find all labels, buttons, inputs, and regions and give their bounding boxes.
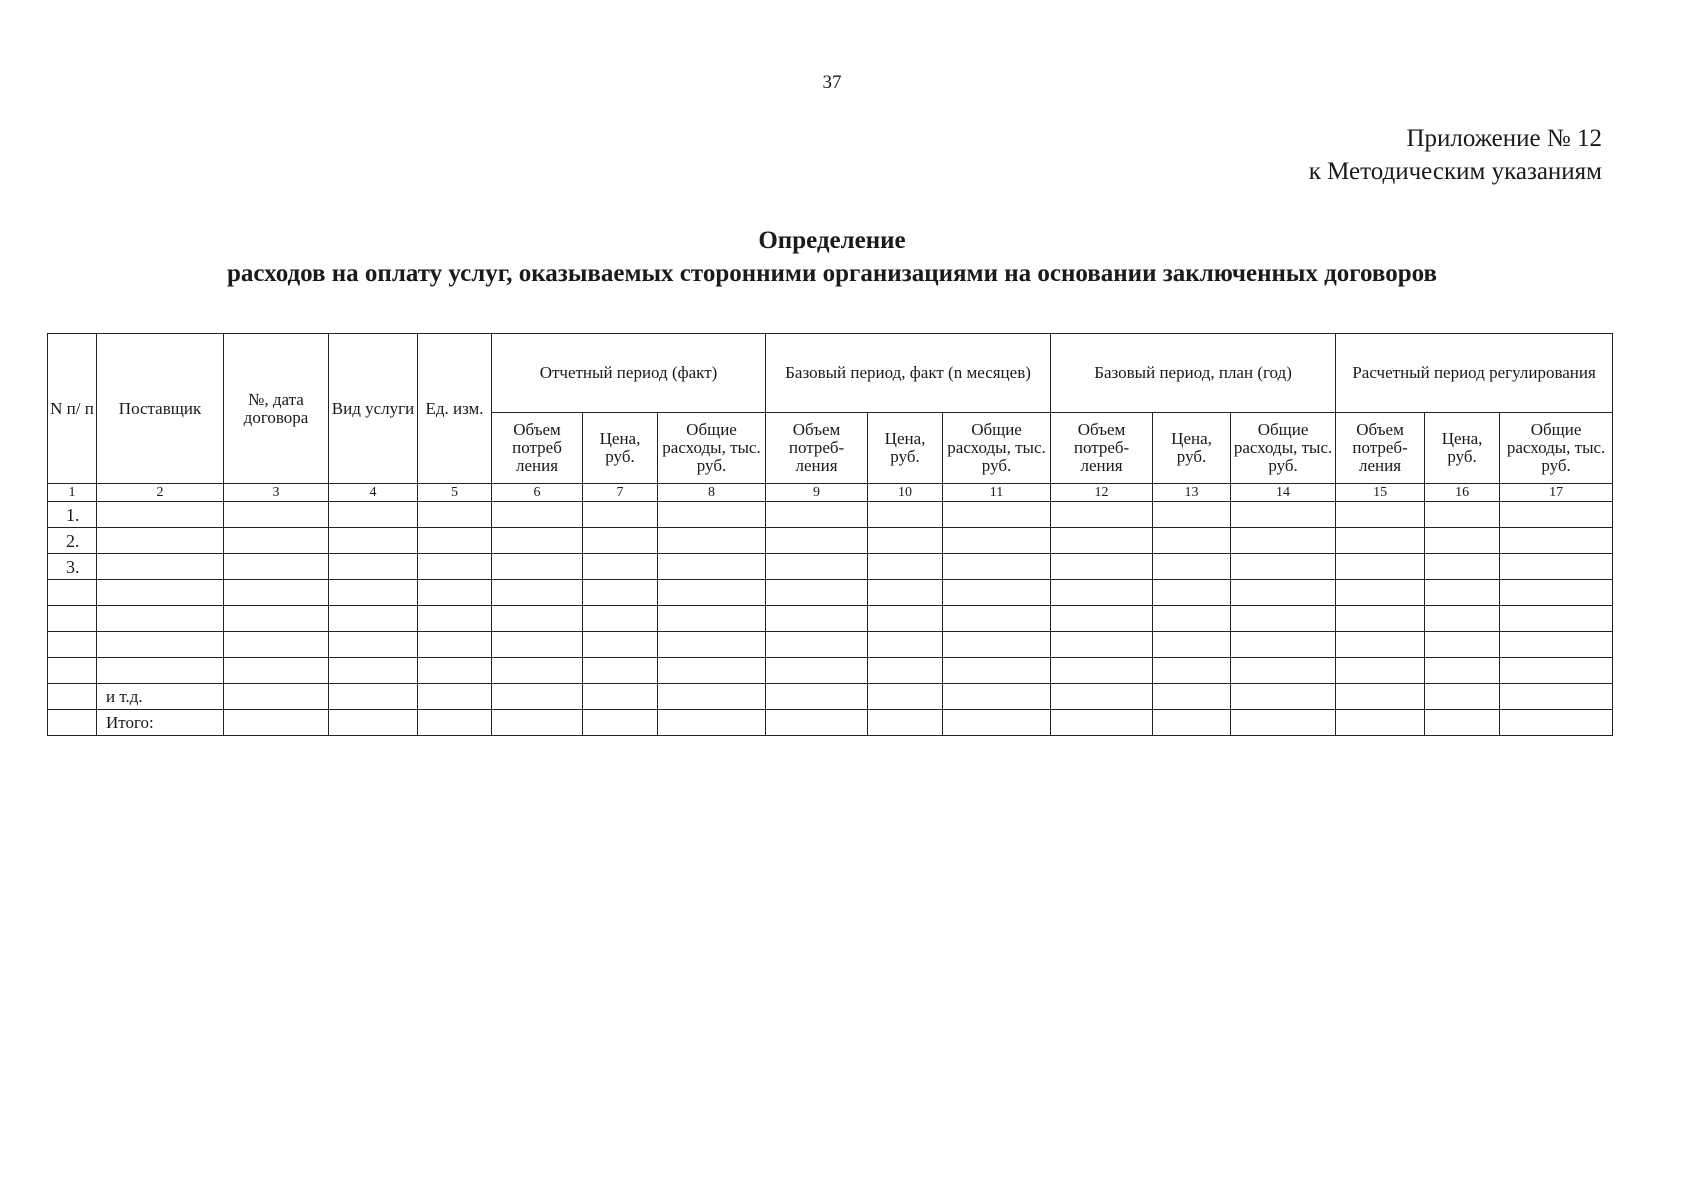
table-cell [329,502,418,528]
column-number-row [48,484,1613,502]
table-cell [418,632,492,658]
table-cell [1231,528,1336,554]
sub-header-total: Общие расходы, тыс. руб. [658,413,766,484]
table-cell [1500,580,1613,606]
table-cell [583,632,658,658]
table-cell [1425,684,1500,710]
header-group-base-fact: Базовый период, факт (n месяцев) [766,334,1051,413]
table-cell [418,580,492,606]
supplier-cell [97,632,224,658]
table-cell [583,658,658,684]
table-cell [766,502,868,528]
sub-header-total: Общие расходы, тыс. руб. [1231,413,1336,484]
table-cell [943,606,1051,632]
table-cell [1425,554,1500,580]
table-cell [224,632,329,658]
table-cell [868,684,943,710]
sub-header-volume: Объем потреб- ления [1051,413,1153,484]
table-cell [766,554,868,580]
appendix-line-2: к Методическим указаниям [1308,158,1602,185]
table-cell [492,632,583,658]
appendix-header [1309,122,1602,188]
table-cell [1153,658,1231,684]
table-cell [868,710,943,736]
table-cell [1231,502,1336,528]
table-cell [658,606,766,632]
table-cell [1153,580,1231,606]
table-cell [1425,580,1500,606]
column-number: 12 [1051,484,1153,502]
table-cell [1425,528,1500,554]
table-row [48,632,1613,658]
table-cell [583,580,658,606]
table-cell [329,710,418,736]
sub-header-total: Общие расходы, тыс. руб. [943,413,1051,484]
table-cell [1153,710,1231,736]
table-cell [1231,684,1336,710]
sub-header-price: Цена, руб. [1425,413,1500,484]
table-cell [1153,554,1231,580]
table-cell [418,710,492,736]
table-cell [418,554,492,580]
table-cell [868,658,943,684]
table-cell [418,502,492,528]
table-cell [943,554,1051,580]
table-cell [943,710,1051,736]
table-cell [329,632,418,658]
table-cell [1336,710,1425,736]
header-unit: Ед. изм. [418,334,492,484]
table-cell [418,528,492,554]
supplier-cell [97,502,224,528]
table-cell [868,502,943,528]
table-cell [492,684,583,710]
table-cell [492,658,583,684]
header-group-base-plan: Базовый период, план (год) [1051,334,1336,413]
column-number: 17 [1500,484,1613,502]
page-number: 37 [822,72,842,93]
column-number: 6 [492,484,583,502]
supplier-cell [97,528,224,554]
table-cell [224,606,329,632]
table-cell [658,502,766,528]
table-cell [1231,658,1336,684]
table-cell [1051,528,1153,554]
column-number: 14 [1231,484,1336,502]
table-cell [492,554,583,580]
table-cell [329,580,418,606]
expense-table [47,333,1613,736]
table-cell [943,632,1051,658]
column-number: 5 [418,484,492,502]
table-cell [1425,606,1500,632]
column-number: 16 [1425,484,1500,502]
table-cell [766,684,868,710]
table-cell [1336,658,1425,684]
header-group-reporting: Отчетный период (факт) [492,334,766,413]
table-cell [1500,658,1613,684]
table-cell [868,554,943,580]
table-cell [658,632,766,658]
table-cell [583,554,658,580]
table-cell [868,606,943,632]
table-cell [329,528,418,554]
table-cell [1500,710,1613,736]
table-cell [224,684,329,710]
column-number: 4 [329,484,418,502]
column-number: 13 [1153,484,1231,502]
table-cell [1153,684,1231,710]
table-cell [1336,684,1425,710]
table-cell [1231,632,1336,658]
table-cell [1500,684,1613,710]
table-cell [492,580,583,606]
row-number-cell [48,684,97,710]
table-row [48,580,1613,606]
sub-header-price: Цена, руб. [868,413,943,484]
table-cell [766,710,868,736]
table-cell [329,554,418,580]
table-cell [766,632,868,658]
table-cell [224,554,329,580]
table-cell [658,580,766,606]
table-cell [1051,502,1153,528]
table-cell [1336,632,1425,658]
column-number: 8 [658,484,766,502]
table-cell [658,710,766,736]
supplier-cell: и т.д. [97,684,224,710]
table-cell [492,502,583,528]
table-cell [492,710,583,736]
table-cell [658,528,766,554]
supplier-cell [97,606,224,632]
expense-table-wrapper [47,333,1612,736]
table-cell [766,528,868,554]
row-number-cell: 1. [48,502,97,528]
table-cell [1231,606,1336,632]
column-number: 2 [97,484,224,502]
row-number-cell: 3. [48,554,97,580]
table-cell [583,684,658,710]
row-number-cell [48,632,97,658]
title-line-1: Определение [758,227,906,254]
table-row [48,658,1613,684]
sub-header-volume: Объем потреб ления [492,413,583,484]
table-cell [1051,658,1153,684]
row-number-cell: 2. [48,528,97,554]
table-cell [492,528,583,554]
table-cell [224,710,329,736]
table-cell [943,528,1051,554]
table-cell [418,606,492,632]
column-number: 15 [1336,484,1425,502]
row-number-cell [48,710,97,736]
header-group-regulation: Расчетный период регулирования [1336,334,1613,413]
header-service: Вид услуги [329,334,418,484]
table-cell [418,658,492,684]
column-number: 10 [868,484,943,502]
supplier-cell [97,658,224,684]
column-number: 7 [583,484,658,502]
column-number: 1 [48,484,97,502]
supplier-cell [97,554,224,580]
header-row-groups [48,334,1613,413]
table-cell [1051,684,1153,710]
table-cell [1153,502,1231,528]
sub-header-price: Цена, руб. [583,413,658,484]
table-cell [1051,606,1153,632]
table-cell [1500,502,1613,528]
column-number: 3 [224,484,329,502]
table-cell [224,528,329,554]
table-cell [943,684,1051,710]
table-cell [1231,580,1336,606]
table-cell [943,658,1051,684]
table-cell [329,684,418,710]
supplier-cell: Итого: [97,710,224,736]
table-cell [1336,528,1425,554]
table-cell [1425,658,1500,684]
table-cell [1500,632,1613,658]
table-cell [418,684,492,710]
title-line-2: расходов на оплату услуг, оказываемых сторонними организациями на основании заключенных договоров [226,260,1438,287]
table-cell [1153,632,1231,658]
row-number-cell [48,580,97,606]
table-cell [658,554,766,580]
table-cell [1051,632,1153,658]
table-cell [868,580,943,606]
sub-header-price: Цена, руб. [1153,413,1231,484]
table-cell [766,658,868,684]
table-cell [1336,502,1425,528]
table-cell [1153,528,1231,554]
sub-header-volume: Объем потреб- ления [1336,413,1425,484]
table-cell [868,632,943,658]
header-contract: №, дата договора [224,334,329,484]
column-number: 11 [943,484,1051,502]
table-cell [1231,554,1336,580]
table-cell [868,528,943,554]
table-cell [1051,554,1153,580]
table-cell [1231,710,1336,736]
table-body [48,484,1613,736]
table-cell [492,606,583,632]
column-number: 9 [766,484,868,502]
table-cell [1336,606,1425,632]
table-cell [583,710,658,736]
table-cell [1336,554,1425,580]
table-cell [1051,710,1153,736]
table-cell [224,580,329,606]
table-cell [1425,502,1500,528]
table-cell [1051,580,1153,606]
row-number-cell [48,606,97,632]
table-cell [583,502,658,528]
table-cell [1500,528,1613,554]
table-cell [583,528,658,554]
sub-header-total: Общие расходы, тыс. руб. [1500,413,1613,484]
document-title [0,224,1664,290]
table-cell [583,606,658,632]
table-cell [329,658,418,684]
table-row [48,554,1613,580]
table-cell [943,502,1051,528]
table-cell [1336,580,1425,606]
table-cell [1153,606,1231,632]
table-cell [658,684,766,710]
row-number-cell [48,658,97,684]
sub-header-volume: Объем потреб- ления [766,413,868,484]
table-cell [1425,632,1500,658]
table-row [48,684,1613,710]
table-cell [329,606,418,632]
header-n: N п/ п [48,334,97,484]
table-cell [1500,606,1613,632]
appendix-line-1: Приложение № 12 [1406,125,1602,152]
table-cell [766,606,868,632]
header-supplier: Поставщик [97,334,224,484]
table-cell [1500,554,1613,580]
table-row [48,606,1613,632]
table-row [48,502,1613,528]
table-cell [658,658,766,684]
table-row [48,710,1613,736]
table-cell [224,658,329,684]
supplier-cell [97,580,224,606]
table-row [48,528,1613,554]
table-cell [766,580,868,606]
table-cell [1425,710,1500,736]
table-cell [224,502,329,528]
table-cell [943,580,1051,606]
